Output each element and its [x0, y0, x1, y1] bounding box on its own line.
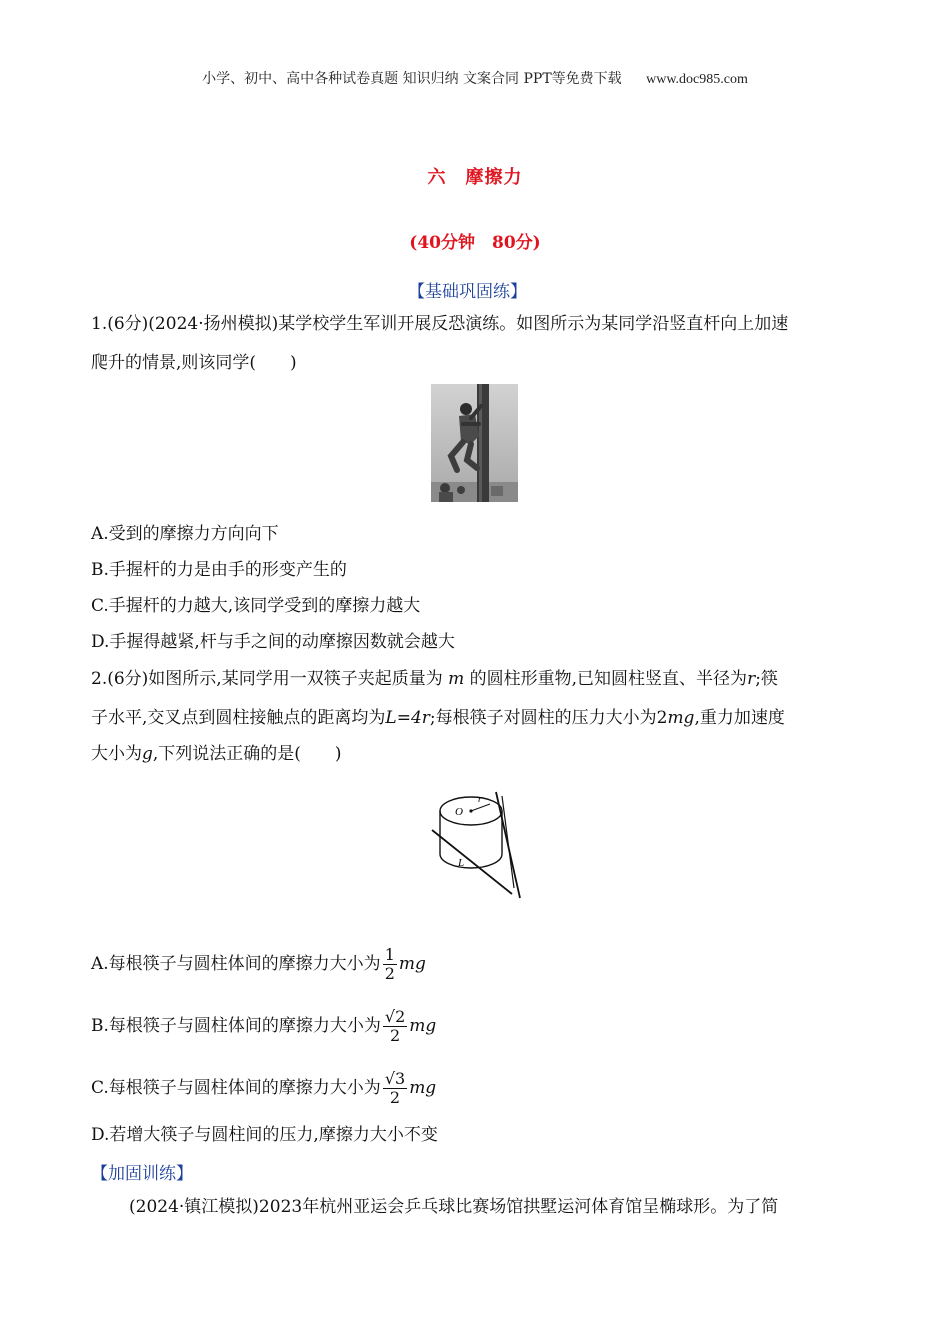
fraction: $\frac{√3}{2}$: [384, 1069, 406, 1107]
page-subtitle: (40分钟 80分): [409, 233, 541, 253]
q2-option-b: B.每根筷子与圆柱体间的摩擦力大小为 $\frac{√2}{2}$ mg: [91, 1007, 437, 1045]
q2-line-2: 子水平,交叉点到圆柱接触点的距离均为L=4r;每根筷子对圆柱的压力大小为2mg,重力加速度: [91, 708, 785, 728]
q1-option-c: C.手握杆的力越大,该同学受到的摩擦力越大: [91, 596, 421, 616]
q3-line-1: (2024·镇江模拟)2023年杭州亚运会乒乓球比赛场馆拱墅运河体育馆呈椭球形。为了简: [129, 1197, 779, 1217]
section-reinforce: 【加固训练】: [91, 1164, 193, 1184]
section-basic: 【基础巩固练】: [408, 282, 527, 302]
climber-image: [431, 384, 518, 502]
page-header: [0, 68, 950, 88]
page-title: 六 摩擦力: [427, 167, 523, 188]
q2-line-1: 2.(6分)如图所示,某同学用一双筷子夹起质量为 m 的圆柱形重物,已知圆柱竖直、半径为r;筷: [91, 669, 778, 689]
q1-option-a: A.受到的摩擦力方向向下: [91, 524, 279, 544]
fraction: $\frac{1}{2}$: [384, 945, 395, 983]
q1-option-b: B.手握杆的力是由手的形变产生的: [91, 560, 347, 580]
q1-line-1: 1.(6分)(2024·扬州模拟)某学校学生军训开展反恐演练。如图所示为某同学沿竖直杆向上加速: [91, 314, 789, 334]
cylinder-chopsticks-diagram: [428, 786, 528, 902]
label-r: r: [478, 794, 482, 805]
q1-option-d: D.手握得越紧,杆与手之间的动摩擦因数就会越大: [91, 632, 455, 652]
header-site[interactable]: www.doc985.com: [646, 72, 748, 87]
q2-option-d: D.若增大筷子与圆柱间的压力,摩擦力大小不变: [91, 1125, 438, 1145]
q2-option-a: A.每根筷子与圆柱体间的摩擦力大小为 $\frac{1}{2}$ mg: [91, 945, 426, 983]
label-l: L: [458, 857, 465, 869]
header-text: 小学、初中、高中各种试卷真题 知识归纳 文案合同 PPT等免费下载: [202, 71, 622, 87]
q2-option-c: C.每根筷子与圆柱体间的摩擦力大小为 $\frac{√3}{2}$ mg: [91, 1069, 437, 1107]
q1-line-2: 爬升的情景,则该同学( ): [91, 353, 297, 373]
q2-line-3: 大小为g,下列说法正确的是( ): [91, 744, 342, 764]
q2-diagram: [428, 786, 528, 902]
label-o: O: [455, 806, 463, 818]
fraction: $\frac{√2}{2}$: [384, 1007, 406, 1045]
q1-photo: [431, 384, 518, 502]
